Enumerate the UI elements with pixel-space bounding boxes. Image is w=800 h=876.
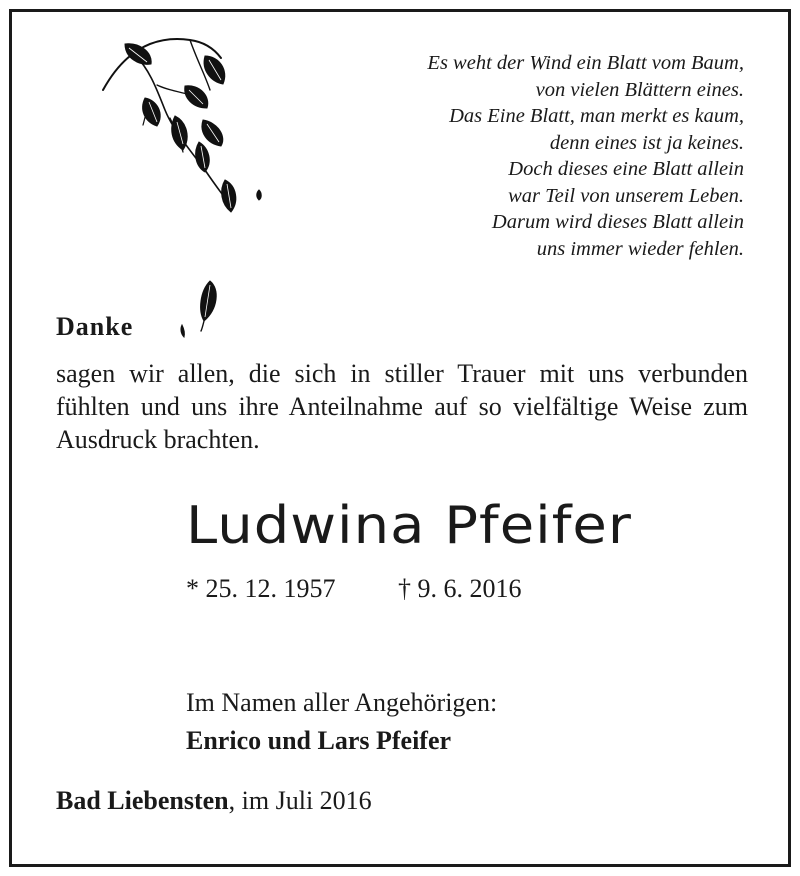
deceased-name: Ludwina Pfeifer — [186, 496, 632, 556]
thanks-text: sagen wir allen, die sich in stiller Trauer mit uns verbunden fühlten und uns ihre Anteilnahme auf so vielfältige Weise zum Ausdruck brachten. — [56, 359, 748, 454]
death-date: † 9. 6. 2016 — [398, 574, 522, 603]
life-dates — [186, 574, 522, 604]
place-date — [56, 786, 372, 816]
poem-line: von vielen Blättern eines. — [535, 78, 744, 101]
poem — [284, 50, 744, 262]
falling-leaf-icon — [170, 275, 230, 345]
poem-line: Doch dieses eine Blatt allein — [508, 158, 744, 180]
poem-line: Darum wird dieses Blatt allein — [491, 211, 744, 233]
poem-line: war Teil von unserem Leben. — [508, 184, 744, 207]
family-names: Enrico und Lars Pfeifer — [186, 726, 452, 755]
birch-branch-icon — [95, 30, 275, 220]
family-intro: Im Namen aller Angehörigen: — [186, 688, 498, 717]
birth-date: * 25. 12. 1957 — [186, 574, 336, 603]
place-name: Bad Liebensten — [56, 786, 229, 815]
poem-line: denn eines ist ja keines. — [549, 131, 744, 154]
poem-line: Es weht der Wind ein Blatt vom Baum, — [427, 52, 744, 74]
poem-line: Das Eine Blatt, man merkt es kaum, — [449, 105, 744, 127]
closing-date: , im Juli 2016 — [228, 786, 372, 815]
thanks-heading: Danke — [56, 312, 134, 341]
poem-line: uns immer wieder fehlen. — [536, 237, 744, 260]
